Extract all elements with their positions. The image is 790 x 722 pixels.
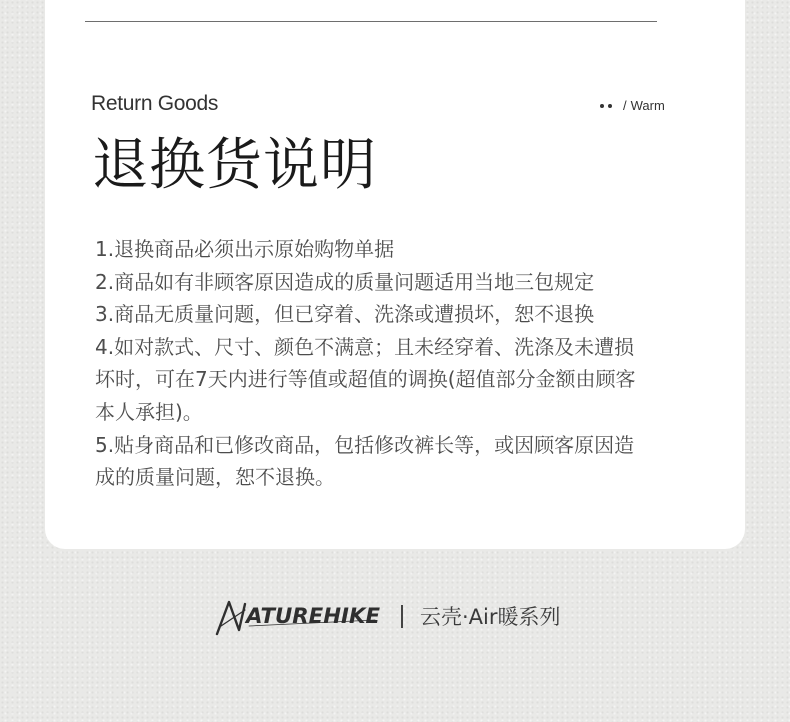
slash-separator: / [623, 98, 627, 113]
warm-tag-label: Warm [630, 98, 665, 113]
brand-footer [215, 596, 585, 636]
warm-tag [600, 98, 665, 113]
policy-item: 4.如对款式、尺寸、颜色不满意；且未经穿着、洗涤及未遭损坏时，可在7天内进行等值或超值的调换(超值部分金额由顾客本人承担)。 [95, 334, 636, 424]
footer-divider [401, 605, 403, 628]
dot-icon [600, 104, 604, 108]
policy-item: 1.退换商品必须出示原始购物单据 [95, 237, 395, 261]
svg-text:ATUREHIKE: ATUREHIKE [243, 604, 381, 628]
dot-icon [608, 104, 612, 108]
return-policy-list [95, 233, 640, 494]
policy-item: 2.商品如有非顾客原因造成的质量问题适用当地三包规定 [95, 269, 595, 294]
section-subtitle: Return Goods [91, 92, 219, 115]
naturehike-logo [215, 596, 385, 636]
policy-item: 3.商品无质量问题，但已穿着、洗涤或遭损坏，恕不退换 [95, 302, 595, 327]
page-title: 退换货说明 [92, 133, 377, 198]
series-name: 云壳·Air暖系列 [420, 605, 561, 629]
top-divider [85, 21, 657, 22]
policy-item: 5.贴身商品和已修改商品，包括修改裤长等，或因顾客原因造成的质量问题，恕不退换。 [95, 432, 635, 490]
